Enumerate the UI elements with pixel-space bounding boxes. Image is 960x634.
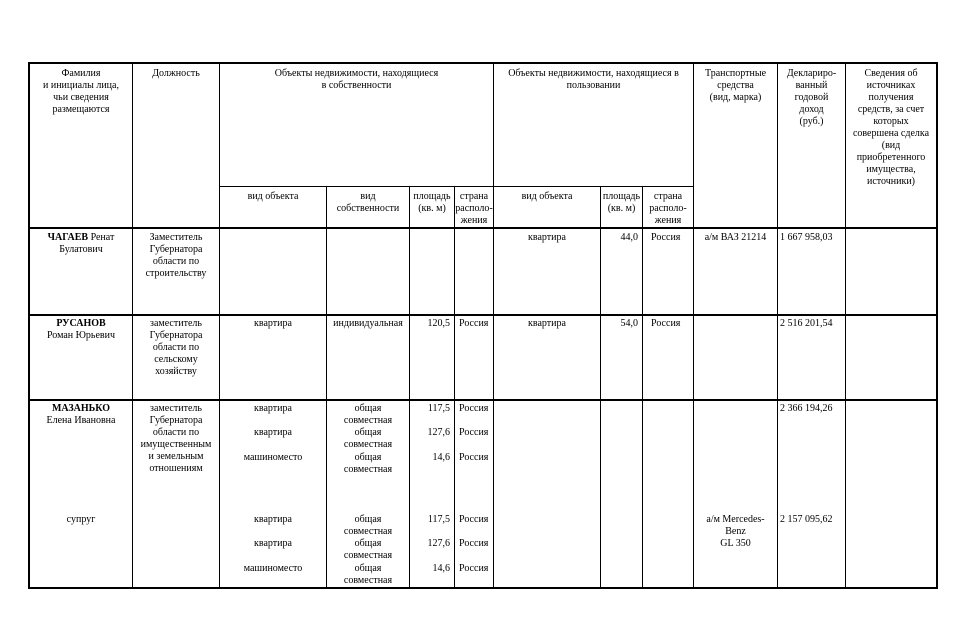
row4-owned3-type: машиноместо — [243, 563, 303, 574]
row4-owned1-type: квартира — [254, 514, 292, 525]
row4-name: супруг — [66, 514, 96, 525]
row-line-1 — [28, 314, 938, 316]
subheader-used-type: вид объекта — [521, 191, 573, 202]
col-line-used-area — [642, 186, 643, 589]
subheader-used-country: страна располо- жения — [649, 191, 687, 226]
row4-owned2-country: Россия — [459, 538, 489, 549]
subheader-owned-ownership: вид собственности — [336, 191, 400, 214]
row2-owned-ownership: индивидуальная — [333, 318, 403, 329]
col-line-owned-area — [454, 186, 455, 589]
row4-owned3-ownership: общая совместная — [343, 563, 393, 586]
header-name: Фамилия и инициалы лица, чьи сведения размещаются — [43, 68, 119, 115]
row1-income: 1 667 958,03 — [780, 232, 833, 243]
row4-owned2-type: квартира — [254, 538, 292, 549]
subheader-owned-type: вид объекта — [247, 191, 299, 202]
row3-owned1-area: 117,5 — [427, 403, 450, 414]
row4-income: 2 157 095,62 — [780, 514, 833, 525]
row3-owned3-country: Россия — [459, 452, 489, 463]
row3-owned2-type: квартира — [254, 427, 292, 438]
table-border-top — [28, 62, 938, 64]
col-line-used-type — [600, 186, 601, 589]
row2-position: заместитель Губернатора области по сельскому хозяйству — [149, 318, 203, 377]
col-line-owned-ownership — [409, 186, 410, 589]
header-position: Должность — [152, 68, 200, 79]
table-border-right — [936, 62, 938, 589]
row3-income: 2 366 194,26 — [780, 403, 833, 414]
row3-owned1-country: Россия — [459, 403, 489, 414]
row3-owned3-area: 14,6 — [432, 452, 450, 463]
row1-used-area: 44,0 — [620, 232, 638, 243]
row2-surname: РУСАНОВ — [56, 318, 106, 329]
row4-owned1-area: 117,5 — [427, 514, 450, 525]
row4-owned2-area: 127,6 — [427, 538, 450, 549]
header-sources: Сведения об источниках получения средств, за счет которых совершена сделка (вид приобретенного имущества, источники) — [852, 68, 930, 187]
row1-vehicle: а/м ВАЗ 21214 — [704, 232, 767, 243]
row3-owned2-country: Россия — [459, 427, 489, 438]
row4-owned3-country: Россия — [459, 563, 489, 574]
row3-owned1-type: квартира — [254, 403, 292, 414]
subheader-owned-area: площадь (кв. м) — [413, 191, 451, 214]
row1-used-type: квартира — [528, 232, 566, 243]
row2-owned-area: 120,5 — [427, 318, 450, 329]
row1-name — [30, 232, 132, 256]
row3-given: Елена Ивановна — [46, 415, 116, 426]
header-bottom-line — [28, 227, 938, 229]
row1-position: Заместитель Губернатора области по строительству — [145, 232, 207, 279]
row4-owned3-area: 14,6 — [432, 563, 450, 574]
row1-used-country: Россия — [651, 232, 681, 243]
row2-income: 2 516 201,54 — [780, 318, 833, 329]
row2-owned-country: Россия — [459, 318, 489, 329]
row1-given: Ренат Булатович — [59, 232, 115, 255]
header-income: Деклариро- ванный годовой доход (руб.) — [786, 68, 837, 127]
subheader-used-area: площадь (кв. м) — [602, 191, 641, 214]
row3-owned3-type: машиноместо — [243, 452, 303, 463]
row3-owned2-ownership: общая совместная — [343, 427, 393, 450]
subheader-owned-country: страна располо- жения — [455, 191, 493, 226]
row2-owned-type: квартира — [254, 318, 292, 329]
row1-surname: ЧАГАЕВ — [47, 232, 89, 243]
row4-owned1-ownership: общая совместная — [343, 514, 393, 537]
header-vehicles: Транспортные средства (вид, марка) — [704, 68, 767, 103]
row3-owned3-ownership: общая совместная — [343, 452, 393, 475]
table-border-bottom — [28, 587, 938, 589]
row-line-2 — [28, 399, 938, 401]
row3-owned2-area: 127,6 — [427, 427, 450, 438]
header-used: Объекты недвижимости, находящиеся в пользовании — [508, 68, 679, 91]
row2-given: Роман Юрьевич — [46, 330, 116, 341]
row2-used-country: Россия — [651, 318, 681, 329]
col-line-used-country — [693, 62, 694, 589]
row4-owned1-country: Россия — [459, 514, 489, 525]
row4-owned2-ownership: общая совместная — [343, 538, 393, 561]
row3-surname: МАЗАНЬКО — [51, 403, 111, 414]
row3-position: заместитель Губернатора области по имущественным и земельным отношениям — [140, 403, 212, 474]
header-owned: Объекты недвижимости, находящиеся в собственности — [274, 68, 439, 91]
row3-owned1-ownership: общая совместная — [343, 403, 393, 426]
col-line-vehicles — [777, 62, 778, 589]
row4-vehicle: а/м Mercedes- Benz GL 350 — [706, 514, 765, 549]
row2-used-type: квартира — [528, 318, 566, 329]
subheader-line — [219, 186, 693, 187]
declaration-table — [28, 62, 938, 589]
row2-used-area: 54,0 — [620, 318, 638, 329]
